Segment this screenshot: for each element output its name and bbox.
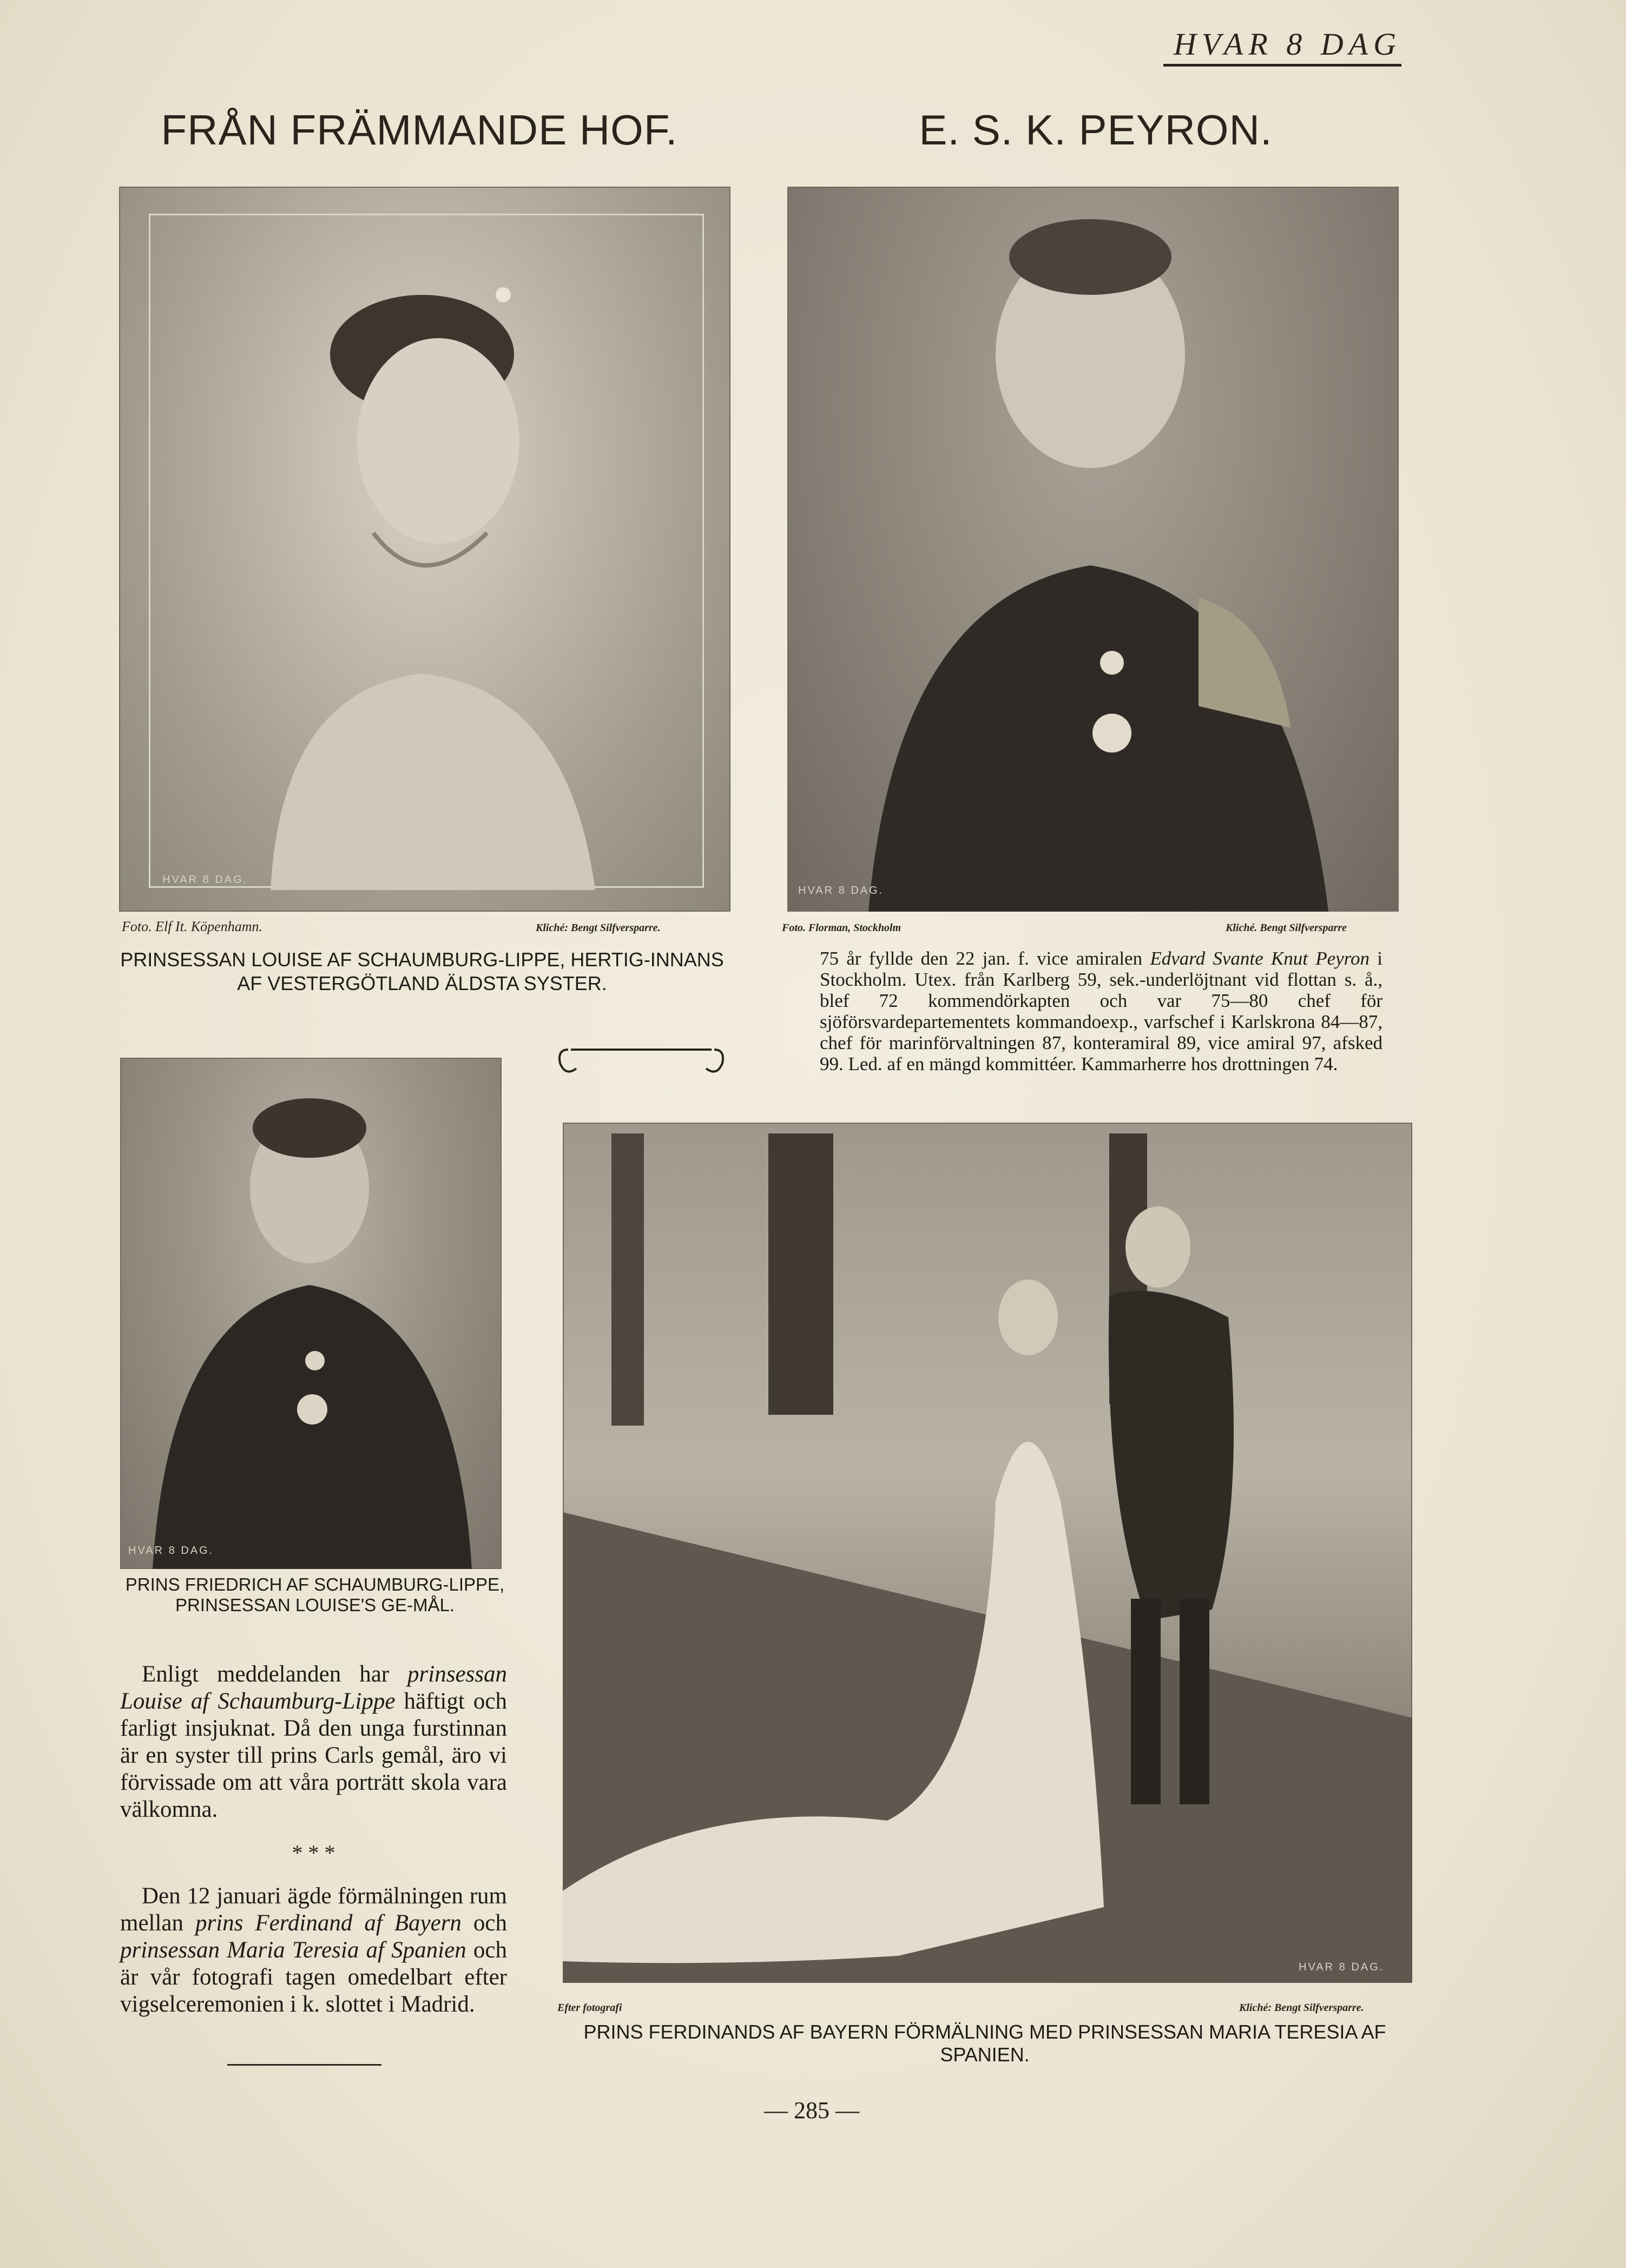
article-paragraph-1: Enligt meddelanden har prinsessan Louise af Schaumburg-Lippe häftigt och farligt insjuknat. Då den unga furstinnan är en syster till prins Carls gemål, äro vi förvissade om att våra porträtt skola vara välkomna. [120,1662,507,1822]
caption-prince-friedrich: PRINS FRIEDRICH AF SCHAUMBURG-LIPPE, PRINSESSAN LOUISE'S GE-MÅL. [125,1574,505,1615]
photo-tag: HVAR 8 DAG. [128,1545,214,1557]
article-paragraph-2: Den 12 januari ägde förmälningen rum mellan prins Ferdinand af Bayern och prinsessan Maria Teresia af Spanien och är vår fotografi tagen omedelbart efter vigselceremonien i k. slottet i Madrid. [120,1883,508,2017]
credit-block-wedding: Kliché: Bengt Silfversparre. [1239,2002,1364,2014]
credit-block-peyron: Kliché. Bengt Silfversparre [1226,922,1347,934]
article-stars: * * * [292,1841,335,1865]
caption-peyron-name: Edvard Svante Knut Peyron [1150,948,1370,969]
caption-princess-louise: PRINSESSAN LOUISE AF SCHAUMBURG-LIPPE, HERTIG-INNANS AF VESTERGÖTLAND ÄLDSTA SYSTER. [120,948,724,994]
portrait-silhouette-friedrich [120,1058,502,1569]
title-right: E. S. K. PEYRON. [919,106,1273,154]
end-rule [227,2064,381,2066]
photo-tag: HVAR 8 DAG. [1299,1961,1385,1973]
ornament-divider [552,1039,730,1082]
credit-photographer-louise: Foto. Elf It. Köpenhamn. [122,919,262,934]
portrait-silhouette-louise [119,187,730,912]
photo-peyron [787,187,1399,912]
photo-royal-wedding [563,1123,1412,1983]
title-left: FRÅN FRÄMMANDE HOF. [161,106,678,154]
caption-peyron-rest: i Stockholm. Utex. från Karlberg 59, sek.-underlöjtnant vid flottan s. å., blef 72 kommendörkapten och var 75—80 chef för sjöförsvardepartementets kommandoexp., varfschef i Karlskrona 84—87, chef för marinförvaltningen 87, konteramiral 89, vice amiral 97, afsked 99. Led. af en mängd kommittéer. Kammarherre hos drottningen 74. [820,948,1383,1074]
masthead: HVAR 8 DAG [1173,27,1401,62]
article-name-ferdinand: prins Ferdinand af Bayern [195,1910,462,1936]
photo-tag: HVAR 8 DAG. [798,885,884,896]
article-name-maria-teresia: prinsessan Maria Teresia af Spanien [120,1937,466,1963]
photo-prince-friedrich [120,1058,502,1569]
credit-block-louise: Kliché: Bengt Silfversparre. [536,922,661,934]
photo-tag: HVAR 8 DAG. [162,874,248,886]
masthead-rule [1163,64,1401,67]
wedding-scene [563,1123,1412,1983]
page-number: — 285 — [764,2097,859,2124]
caption-royal-wedding: PRINS FERDINANDS AF BAYERN FÖRMÄLNING MED PRINSESSAN MARIA TERESIA AF SPANIEN. [583,2021,1386,2066]
caption-peyron-intro: 75 år fyllde den 22 jan. f. vice amiralen [820,948,1150,969]
credit-photographer-wedding: Efter fotografi [557,2002,622,2014]
credit-photographer-peyron: Foto. Florman, Stockholm [782,922,901,934]
article-name-louise: prinsessan Louise af Schaumburg-Lippe [120,1662,507,1714]
caption-peyron [820,948,1383,1074]
portrait-silhouette-peyron [787,187,1399,912]
photo-princess-louise [119,187,730,912]
